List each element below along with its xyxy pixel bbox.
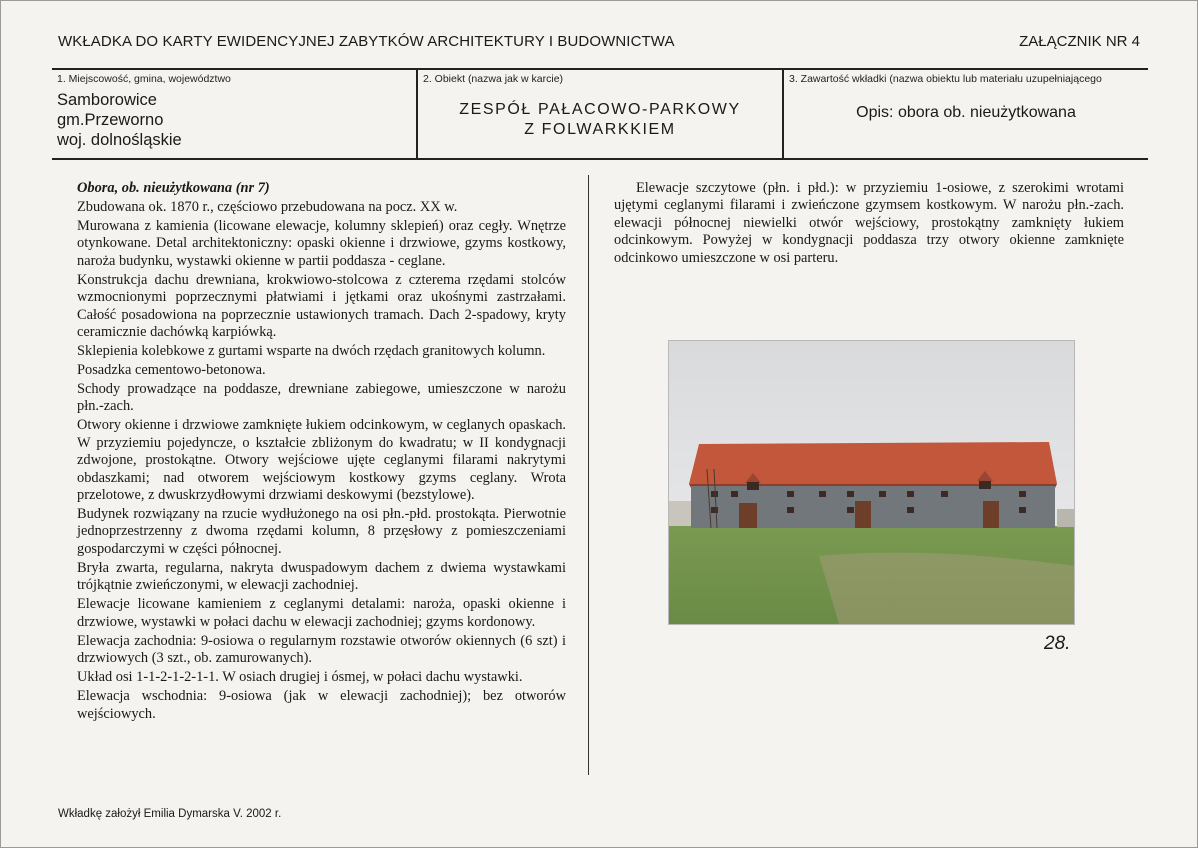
description-paragraph: Układ osi 1-1-2-1-2-1-1. W osiach drugiej i ósmej, w połaci dachu wystawki. (77, 669, 523, 686)
column-divider (588, 175, 589, 775)
description-right-column (614, 180, 1124, 267)
description-paragraph: Bryła zwarta, regularna, nakryta dwuspadowym dachem z dwiema wystawkami trójkątnie zwieńczonymi, w elewacji zachodniej. (77, 559, 566, 594)
description-paragraph: Posadzka cementowo-betonowa. (77, 362, 266, 379)
description-paragraph: Elewacja wschodnia: 9-osiowa (jak w elewacji zachodniej); bez otworów wejściowych. (77, 688, 566, 722)
description-paragraph: Budynek rozwiązany na rzucie wydłużonego na osi płn.-płd. prostokąta. Pierwotnie jednoprzestrzenny z dwoma rzędami kolumn, 8 przęsłowy z pomieszczeniami gospodarczymi w części północnej. (77, 506, 566, 557)
section-heading: Obora, ob. nieużytkowana (nr 7) (77, 180, 270, 196)
location-line: gm.Przeworno (57, 111, 164, 129)
description-paragraph: Zbudowana ok. 1870 r., częściowo przebudowana na pocz. XX w. (77, 199, 458, 215)
description-paragraph: Schody prowadzące na poddasze, drewniane zabiegowe, umieszczone w narożu płn.-zach. (77, 381, 566, 415)
content-value: Opis: obora ob. nieużytkowana (856, 104, 1076, 121)
object-line: Z FOLWARKKIEM (524, 121, 676, 138)
object-label: 2. Obiekt (nazwa jak w karcie) (423, 73, 564, 85)
location-line: woj. dolnośląskie (57, 131, 182, 149)
location-label: 1. Miejscowość, gmina, województwo (57, 73, 231, 85)
description-paragraph: Murowana z kamienia (licowane elewacje, kolumny sklepień) oraz cegły. Wnętrze otynkowane. Detal architektoniczny: opaski okienne i drzwiowe, gzyms kostkowy, naroża budynku, wystawki okienne w partii poddasza - ceglane. (77, 218, 566, 269)
location-cell (52, 70, 418, 158)
location-line: Samborowice (57, 91, 157, 109)
description-paragraph: Elewacje szczytowe (płn. i płd.): w przyziemiu 1-osiowe, z szerokimi wrotami ujętymi ceglanymi filarami i zwieńczone gzymsem kostkowym. W narożu płn.-zach. elewacji północnej niewielki otwór wejściowy, prostokątny zamknięty łukiem odcinkowym. Powyżej w kondygnacji poddasza trzy otwory okienne zamknięte odcinkowo umieszczone w osi parteru. (614, 180, 1124, 266)
description-paragraph: Konstrukcja dachu drewniana, krokwiowo-stolcowa z czterema rzędami stolców wzmocnionymi poprzecznymi płatwiami i jętkami oraz ukośnymi zastrzałami. Całość posadowiona na poprzecznie ustawionych tramach. Dach 2-spadowy, kryty ceramicznie dachówką karpiówką. (77, 271, 566, 341)
object-cell (418, 70, 784, 158)
description-left-column (77, 180, 566, 725)
content-cell (784, 70, 1148, 158)
object-value (418, 100, 782, 140)
photo-number: 28. (1044, 633, 1071, 654)
annex-number: ZAŁĄCZNIK NR 4 (1019, 33, 1140, 50)
description-paragraph: Elewacja zachodnia: 9-osiowa o regularnym rozstawie otworów okiennych (6 szt) i drzwiowych (3 szt., ob. zamurowanych). (77, 632, 566, 667)
location-value (57, 90, 182, 150)
footer-author: Wkładkę założył Emilia Dymarska V. 2002 r. (58, 808, 282, 820)
metadata-table (52, 68, 1148, 160)
object-line: ZESPÓŁ PAŁACOWO-PARKOWY (459, 101, 741, 118)
description-paragraph: Otwory okienne i drzwiowe zamknięte łukiem odcinkowym, w ceglanych opaskach. W przyziemiu pojedyncze, o kształcie zbliżonym do kwadratu; w II kondygnacji zdwojone, prostokątne. Otwory wejściowe ujęte ceglanymi filarami nakrytymi obdaszkami; nad otworem wejściowym kostkowy gzyms ceglany. Wrota przelotowe, z dwuskrzydłowymi drzwiami deskowymi (bezstylowe). (77, 417, 566, 504)
content-label: 3. Zawartość wkładki (nazwa obiektu lub materiału uzupełniającego (789, 73, 1102, 85)
barn-photo-illustration (669, 341, 1074, 624)
description-paragraph: Sklepienia kolebkowe z gurtami wsparte na dwóch rzędach granitowych kolumn. (77, 343, 546, 360)
description-paragraph: Elewacje licowane kamieniem z ceglanymi detalami: naroża, opaski okienne i drzwiowe, wystawki w połaci dachu w elewacji zachodniej; gzyms kordonowy. (77, 596, 566, 630)
barn-photograph (668, 340, 1075, 625)
document-title: WKŁADKA DO KARTY EWIDENCYJNEJ ZABYTKÓW ARCHITEKTURY I BUDOWNICTWA (58, 33, 675, 50)
